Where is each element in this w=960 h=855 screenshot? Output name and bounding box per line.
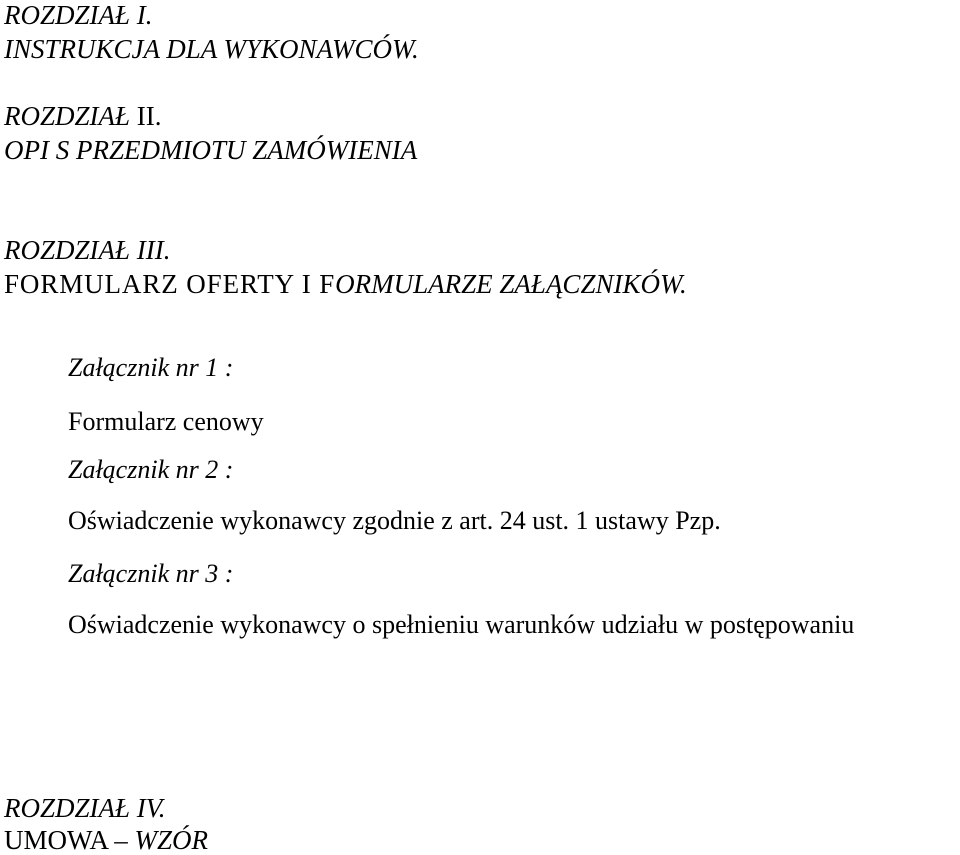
section-1-heading: ROZDZIAŁ I.	[4, 0, 153, 30]
section-1-title: INSTRUKCJA DLA WYKONAWCÓW.	[4, 34, 419, 64]
attachment-2-description: Oświadczenie wykonawcy zgodnie z art. 24 ust. 1 ustawy Pzp.	[68, 506, 721, 535]
section-2-heading-number: II.	[136, 101, 162, 131]
section-4-heading: ROZDZIAŁ IV.	[4, 793, 166, 823]
attachment-2-label: Załącznik nr 2 :	[68, 455, 234, 484]
attachment-1-label: Załącznik nr 1 :	[68, 353, 234, 382]
attachment-3-label: Załącznik nr 3 :	[68, 559, 234, 588]
section-3-title	[4, 271, 687, 298]
section-2-heading	[4, 103, 162, 130]
section-4-title	[4, 827, 208, 854]
section-3-title-upright: FORMULARZ OFERTY I F	[4, 269, 336, 299]
section-4-title-italic: WZÓR	[134, 825, 209, 855]
section-3-heading: ROZDZIAŁ III.	[4, 235, 171, 265]
attachment-1-description: Formularz cenowy	[68, 407, 264, 436]
section-2-heading-text: ROZDZIAŁ	[4, 101, 137, 131]
section-3-title-italic: ORMULARZE ZAŁĄCZNIKÓW.	[335, 269, 687, 299]
section-4-title-upright: UMOWA –	[4, 825, 135, 855]
section-2-title: OPI S PRZEDMIOTU ZAMÓWIENIA	[4, 135, 418, 165]
attachment-3-description: Oświadczenie wykonawcy o spełnieniu warunków udziału w postępowaniu	[68, 610, 855, 639]
